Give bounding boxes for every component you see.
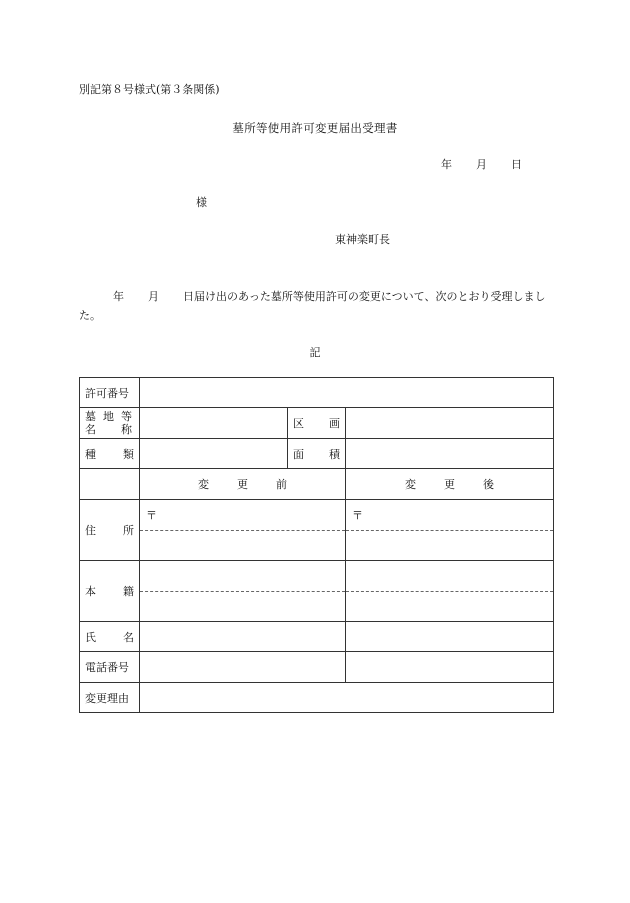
row-headers [80,469,554,500]
postal-mark-after: 〒 [352,509,363,522]
section-label: 区 画 [288,408,346,439]
permit-no-label: 許可番号 [80,378,140,408]
ki-heading: 記 [309,346,321,359]
name-after[interactable] [346,622,554,652]
permit-no-value[interactable] [140,378,554,408]
addressee-suffix: 様 [196,196,207,209]
phone-label: 電話番号 [80,652,140,683]
body-year: 年 [113,290,124,303]
domicile-before[interactable] [140,561,346,622]
address-label: 住 所 [80,500,140,561]
body-rest: 日届け出のあった墓所等使用許可の変更について、次のとおり受理しました。 [79,290,546,322]
row-cemetery-name [80,408,554,439]
address-after[interactable] [346,500,554,561]
row-address [80,500,554,561]
cemetery-name-label: 墓 地 等 名 称 [80,408,140,439]
date-year: 年 [441,158,452,171]
date-line [441,156,522,172]
header-empty [80,469,140,500]
document-title: 墓所等使用許可変更届出受理書 [232,121,398,135]
after-header: 変 更 後 [346,469,554,500]
domicile-after[interactable] [346,561,554,622]
body-text [79,287,553,325]
row-kind [80,439,554,469]
change-form-table [79,377,554,713]
row-reason [80,683,554,713]
row-domicile [80,561,554,622]
date-day: 日 [511,158,522,171]
name-label: 氏 名 [80,622,140,652]
reason-value[interactable] [140,683,554,713]
domicile-label: 本 籍 [80,561,140,622]
reason-label: 変更理由 [80,683,140,713]
row-phone [80,652,554,683]
form-label: 別記第８号様式(第３条関係) [79,83,220,96]
address-before[interactable] [140,500,346,561]
date-month: 月 [476,158,487,171]
name-before[interactable] [140,622,346,652]
row-permit-no [80,378,554,408]
area-label: 面 積 [288,439,346,469]
cemetery-name-value[interactable] [140,408,288,439]
postal-mark-before: 〒 [146,509,157,522]
kind-label: 種 類 [80,439,140,469]
issuer: 東神楽町長 [335,233,390,246]
area-value[interactable] [346,439,554,469]
phone-before[interactable] [140,652,346,683]
kind-value[interactable] [140,439,288,469]
body-month: 月 [148,290,159,303]
row-name [80,622,554,652]
phone-after[interactable] [346,652,554,683]
before-header: 変 更 前 [140,469,346,500]
section-value[interactable] [346,408,554,439]
